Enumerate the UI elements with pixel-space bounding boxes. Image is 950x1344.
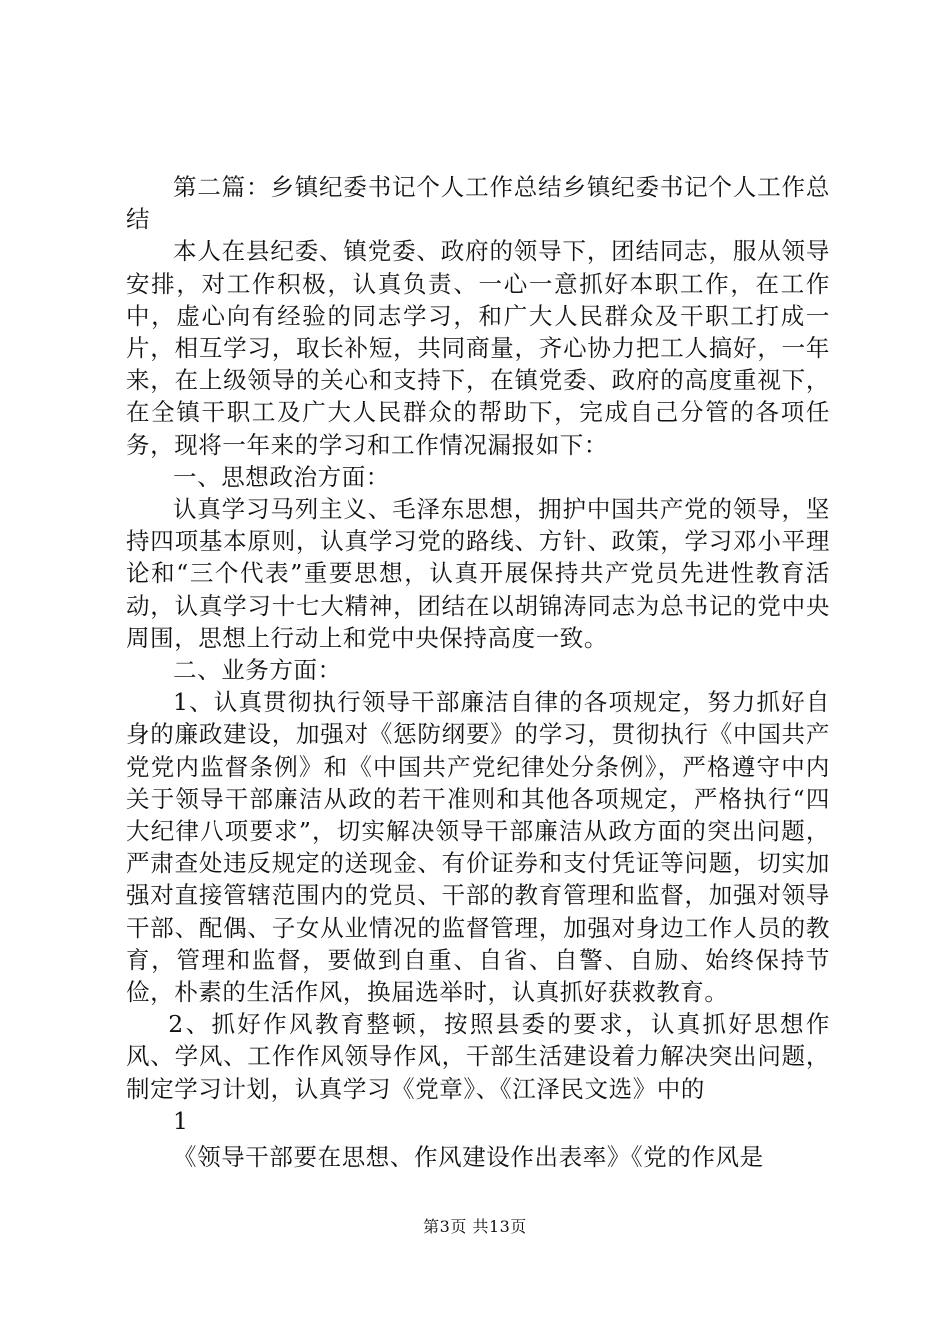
paragraph-item-1: 1、认真贯彻执行领导干部廉洁自律的各项规定，努力抓好自身的廉政建设，加强对《惩防纲要》的学习，贯彻执行《中国共产党党内监督条例》和《中国共产党纪律处分条例》，严格遵守中内关于领导干部廉洁从政的若干准则和其他各项规定，严格执行“四大纪律八项要求”，切实解决领导干部廉洁从政方面的突出问题，严肃查处违反规定的送现金、有价证券和支付凭证等问题，切实加强对直接管辖范围内的党员、干部的教育管理和监督，加强对领导干部、配偶、子女从业情况的监督管理，加强对身边工作人员的教育，管理和监督，要做到自重、自省、自警、自励、始终保持节俭，朴素的生活作风，换届选举时，认真抓好获救教育。 — [126, 688, 830, 1007]
paragraph-political: 认真学习马列主义、毛泽东思想，拥护中国共产党的领导，坚持四项基本原则，认真学习党的路线、方针、政策，学习邓小平理论和“三个代表”重要思想，认真开展保持共产党员先进性教育活动，认真学习十七大精神，团结在以胡锦涛同志为总书记的党中央周围，思想上行动上和党中央保持高度一致。 — [126, 495, 830, 652]
paragraph-item-2: 2、抓好作风教育整顿，按照县委的要求，认真抓好思想作风、学风、工作作风领导作风，干部生活建设着力解决突出问题，制定学习计划，认真学习《党章》、《江泽民文选》中的 — [126, 1010, 830, 1103]
page-marker: 1 — [173, 1106, 189, 1135]
section-heading-business: 二、业务方面： — [173, 656, 342, 685]
paragraph-intro: 本人在县纪委、镇党委、政府的领导下，团结同志，服从领导安排，对工作积极，认真负责、一心一意抓好本职工作，在工作中，虚心向有经验的同志学习，和广大人民群众及干职工打成一片，相互学习，取长补短，共同商量，齐心协力把工人搞好，一年来，在上级领导的关心和支持下，在镇党委、政府的高度重视下，在全镇干职工及广大人民群众的帮助下，完成自己分管的各项任务，现将一年来的学习和工作情况漏报如下： — [126, 237, 830, 459]
page-footer: 第3页 共13页 — [423, 1217, 527, 1236]
document-title: 第二篇：乡镇纪委书记个人工作总结乡镇纪委书记个人工作总结 — [126, 173, 830, 234]
document-body — [126, 171, 830, 1173]
section-heading-political: 一、思想政治方面： — [173, 462, 390, 491]
continued-line: 《领导干部要在思想、作风建设作出表率》《党的作风是 — [173, 1143, 764, 1172]
